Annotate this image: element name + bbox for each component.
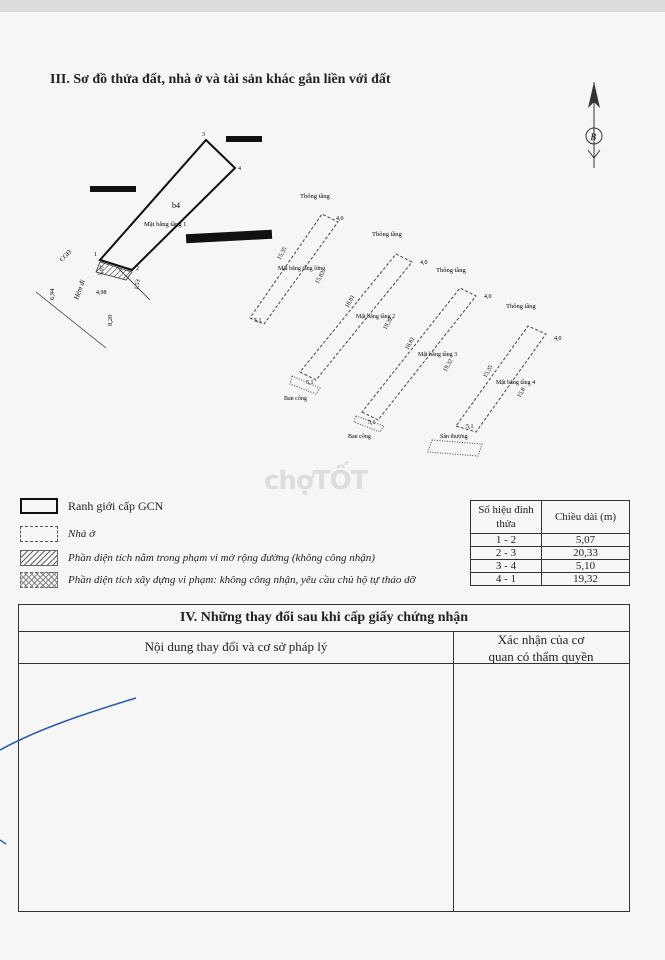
edge-length-e: 1,53 bbox=[134, 278, 142, 291]
legend-swatch-solid bbox=[20, 498, 58, 514]
edge-name-label: CGĐ bbox=[58, 248, 74, 264]
table-header-row bbox=[471, 501, 630, 534]
floor-plan-2-dim-4: 5,1 bbox=[306, 380, 314, 386]
corner-label-1: 1 bbox=[94, 252, 97, 258]
legend-swatch-cross bbox=[20, 572, 58, 588]
table-row bbox=[471, 573, 630, 586]
section-4-title: IV. Những thay đổi sau khi cấp giấy chứng nhận bbox=[19, 605, 629, 632]
floor-plan-3-dim-2: 18,81 bbox=[404, 336, 417, 351]
floor-plan-3-dim-3: 19,32 bbox=[442, 358, 455, 373]
floor-plan-2-title: Thông tầng bbox=[372, 231, 402, 238]
floor-plan-4-terrace: Sân thượng bbox=[440, 434, 468, 440]
vertex-length-table bbox=[470, 500, 630, 586]
floor-plan-4-dim-1: 4,0 bbox=[554, 336, 562, 342]
table-header-vertex: Số hiệu đỉnh thửa bbox=[471, 501, 542, 534]
legend-swatch-hatch bbox=[20, 550, 58, 566]
watermark: chợTỐT bbox=[264, 466, 368, 496]
table-cell-edge: 3 - 4 bbox=[471, 560, 542, 573]
floor-plan-3-balcony: Ban công bbox=[348, 434, 371, 440]
table-cell-length: 19,32 bbox=[542, 573, 630, 586]
floor-plan-2-dim-1: 4,0 bbox=[420, 260, 428, 266]
authority-confirmation-header bbox=[453, 631, 629, 664]
land-parcel bbox=[36, 136, 272, 348]
floor-plan-2-dim-2: 18,81 bbox=[344, 294, 357, 309]
legend-label: Phần diện tích nằm trong phạm vi mở rộng đường (không công nhận) bbox=[68, 552, 375, 564]
floor-plan-2-label: Mặt bằng tầng 2 bbox=[356, 314, 396, 320]
corner-label-2: 2 bbox=[136, 266, 139, 272]
floor-plan-2 bbox=[290, 254, 412, 394]
floor-plan-4-title: Thông tầng bbox=[506, 303, 536, 310]
authority-header-line-2: quan có thẩm quyền bbox=[488, 649, 594, 664]
legend-item-road-expansion bbox=[20, 550, 375, 566]
table-cell-edge: 4 - 1 bbox=[471, 573, 542, 586]
floor-plan-mezzanine-dim-4: 5,1 bbox=[254, 318, 262, 324]
authority-confirmation-column bbox=[453, 631, 629, 911]
floor-plan-mezzanine-dim-1: 4,0 bbox=[336, 216, 344, 222]
legend-label: Ranh giới cấp GCN bbox=[68, 498, 164, 513]
table-cell-length: 5,07 bbox=[542, 534, 630, 547]
floor-plan-mezzanine-dim-3: 15,82 bbox=[314, 270, 327, 285]
floor-plan-3-dim-4: 5,1 bbox=[368, 420, 376, 426]
pen-stroke-mark bbox=[0, 690, 140, 850]
floor-plan-3-dim-1: 4,0 bbox=[484, 294, 492, 300]
edge-length-a: 6,94 bbox=[49, 288, 56, 300]
table-row bbox=[471, 560, 630, 573]
legend-item-house bbox=[20, 526, 95, 542]
edge-length-c: 5,07 bbox=[98, 264, 107, 277]
alley-label: Hẻm đi bbox=[72, 278, 87, 301]
table-row bbox=[471, 547, 630, 560]
section-3-title: III. Sơ đồ thửa đất, nhà ở và tài sản khác gắn liền với đất bbox=[50, 72, 391, 87]
floor-plan-mezzanine-label: Mặt bằng tầng lửng bbox=[278, 266, 326, 272]
floor-plan-4-dim-4: 5,1 bbox=[466, 424, 474, 430]
authority-header-line-1: Xác nhận của cơ bbox=[497, 632, 585, 647]
changes-content-header: Nội dung thay đổi và cơ sở pháp lý bbox=[19, 631, 453, 664]
floor-plan-3 bbox=[354, 288, 476, 432]
svg-text:B: B bbox=[590, 132, 596, 142]
table-header-length: Chiều dài (m) bbox=[542, 501, 630, 534]
floor-plan-mezzanine-title: Thông tầng bbox=[300, 193, 330, 200]
legend-label: Phần diện tích xây dựng vi phạm: không công nhận, yêu cầu chủ hộ tự tháo dỡ bbox=[68, 574, 416, 586]
floor-plan-3-title: Thông tầng bbox=[436, 267, 466, 274]
legend-label: Nhà ở bbox=[68, 528, 95, 540]
table-cell-length: 20,33 bbox=[542, 547, 630, 560]
floor-1-label: Mặt bằng tầng 1 bbox=[144, 221, 187, 228]
north-arrow-icon bbox=[586, 82, 602, 168]
table-cell-length: 5,10 bbox=[542, 560, 630, 573]
legend-item-violation bbox=[20, 572, 416, 588]
floor-plan-4-dim-2: 15,35 bbox=[482, 364, 495, 379]
table-cell-edge: 1 - 2 bbox=[471, 534, 542, 547]
floor-plan-mezzanine-dim-2: 15,35 bbox=[276, 246, 289, 261]
floor-plan-2-dim-3: 19,32 bbox=[382, 316, 395, 331]
table-row bbox=[471, 534, 630, 547]
table-cell-edge: 2 - 3 bbox=[471, 547, 542, 560]
floor-plan-4-dim-3: 15,8 bbox=[516, 386, 527, 399]
corner-label-3: 3 bbox=[202, 132, 205, 138]
floor-plan-3-label: Mặt bằng tầng 3 bbox=[418, 352, 458, 358]
corner-label-4: 4 bbox=[238, 166, 241, 172]
edge-length-b: 8,20 bbox=[107, 314, 114, 326]
parcel-number: b4 bbox=[172, 201, 180, 210]
floor-plan-2-balcony: Ban công bbox=[284, 396, 307, 402]
legend-item-boundary bbox=[20, 498, 163, 514]
edge-length-d: 4,98 bbox=[96, 290, 107, 296]
legend-swatch-dashed bbox=[20, 526, 58, 542]
floor-plan-4-label: Mặt bằng tầng 4 bbox=[496, 380, 536, 386]
